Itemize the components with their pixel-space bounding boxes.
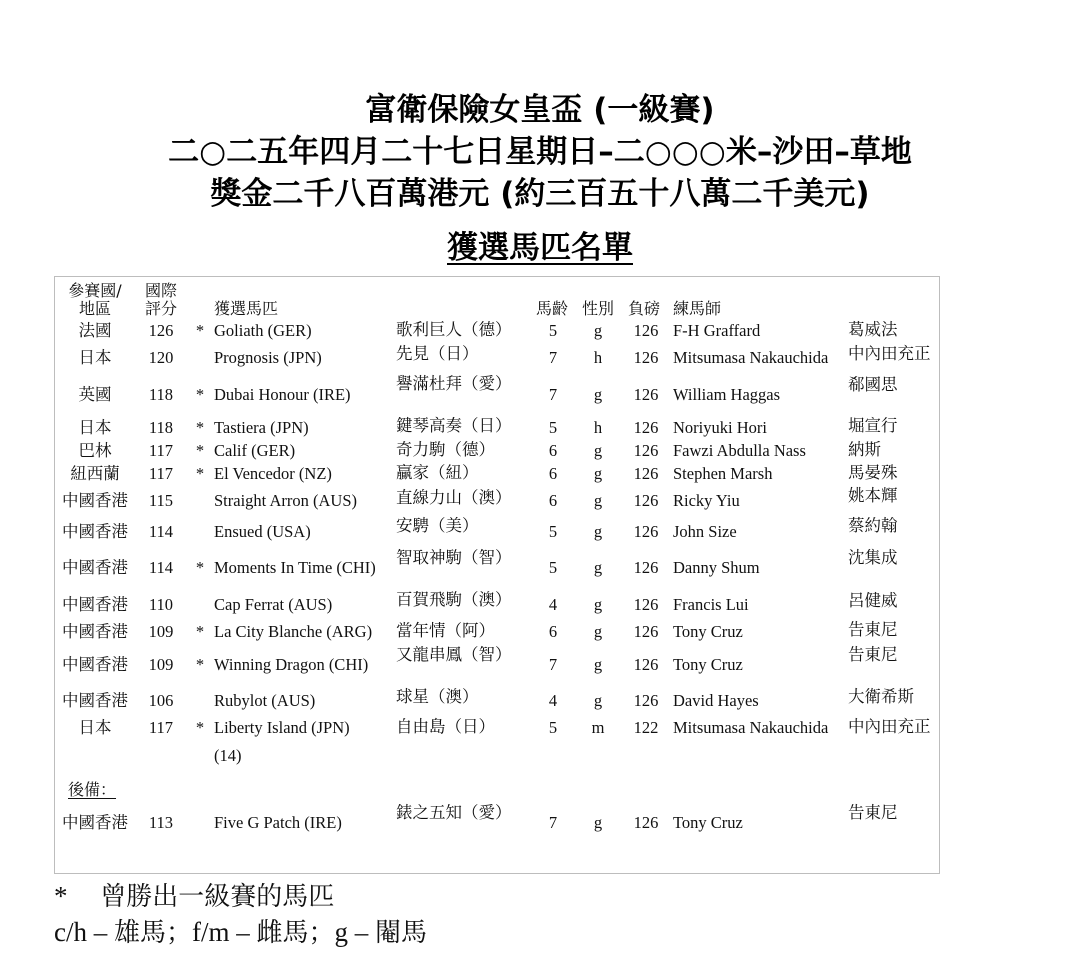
age: 5 [548, 321, 558, 340]
weight: 122 [633, 718, 659, 737]
horse-name: El Vencedor (NZ) [214, 464, 332, 483]
header-rating-line1: 國際 [144, 281, 177, 300]
trainer-chinese-name: 告東尼 [848, 620, 898, 639]
weight: 126 [633, 464, 659, 483]
list-title: 獲選馬匹名單 [447, 230, 633, 266]
horse-chinese-name: 球星（澳） [396, 687, 479, 706]
header-country-line2: 地區 [78, 299, 111, 318]
country: 日本 [78, 418, 112, 437]
trainer: Fawzi Abdulla Nass [673, 441, 806, 460]
footnote-group-one-winner [54, 876, 334, 913]
trainer: Stephen Marsh [673, 464, 773, 483]
horse-name: Dubai Honour (IRE) [214, 385, 351, 404]
trainer-chinese-name: 蔡約翰 [848, 516, 898, 535]
sex: g [593, 464, 603, 483]
horse-name: Moments In Time (CHI) [214, 558, 376, 577]
reserve-label: 後備： [68, 780, 117, 799]
horse-name: Cap Ferrat (AUS) [214, 595, 333, 614]
country: 中國香港 [62, 813, 128, 832]
country: 日本 [78, 348, 112, 367]
weight: 126 [633, 813, 659, 832]
horse-chinese-name: 贏家（紐） [396, 463, 479, 482]
horse-chinese-name: 自由島（日） [396, 717, 495, 736]
sex: g [593, 522, 603, 541]
header-country-line1: 參賽國/ [68, 281, 122, 300]
star-marker: * [195, 464, 205, 483]
country: 英國 [78, 385, 112, 404]
country: 中國香港 [62, 655, 128, 674]
sex: g [593, 558, 603, 577]
header-rating-line2: 評分 [144, 299, 177, 318]
horse-chinese-name: 鍵琴高奏（日） [396, 416, 512, 435]
trainer-chinese-name: 中內田充正 [848, 344, 931, 363]
age: 7 [548, 348, 558, 367]
horse-chinese-name: 智取神駒（智） [396, 548, 512, 567]
country: 中國香港 [62, 491, 128, 510]
field-size-note: (14) [214, 746, 242, 765]
header-sex: 性別 [582, 299, 615, 318]
trainer: Danny Shum [673, 558, 760, 577]
rating: 115 [148, 491, 174, 510]
trainer-chinese-name: 堀宣行 [848, 416, 898, 435]
sex-key-gelding-label: 閹馬 [375, 918, 428, 948]
rating: 118 [148, 418, 174, 437]
sex: g [593, 622, 603, 641]
horse-name: Rubylot (AUS) [214, 691, 316, 710]
age: 6 [548, 464, 558, 483]
race-title: 富衛保險女皇盃 (一級賽) [365, 92, 715, 128]
country: 中國香港 [62, 595, 128, 614]
rating: 117 [148, 718, 174, 737]
horse-chinese-name: 錶之五知（愛） [396, 803, 512, 822]
age: 5 [548, 558, 558, 577]
trainer-chinese-name: 馬晏殊 [848, 463, 898, 482]
header-horse: 獲選馬匹 [214, 299, 279, 318]
country: 日本 [78, 718, 112, 737]
rating: 114 [148, 558, 174, 577]
star-marker: * [195, 418, 205, 437]
trainer-chinese-name: 姚本輝 [848, 486, 898, 505]
age: 4 [548, 691, 558, 710]
sex-key-colt-label: 雄馬； [114, 918, 193, 948]
star-marker: * [195, 441, 205, 460]
star-marker: * [195, 622, 205, 641]
weight: 126 [633, 595, 659, 614]
trainer-chinese-name: 葛威法 [848, 320, 898, 339]
sex: g [593, 595, 603, 614]
horse-chinese-name: 先見（日） [396, 344, 479, 363]
trainer: F-H Graffard [673, 321, 761, 340]
trainer: Francis Lui [673, 595, 749, 614]
age: 6 [548, 622, 558, 641]
rating: 117 [148, 441, 174, 460]
trainer: Tony Cruz [673, 655, 743, 674]
horse-chinese-name: 歌利巨人（德） [396, 320, 512, 339]
weight: 126 [633, 622, 659, 641]
trainer-chinese-name: 納斯 [848, 440, 881, 459]
country: 法國 [78, 321, 112, 340]
footnote-star-text: 曾勝出一級賽的馬匹 [100, 882, 335, 912]
horse-name: Liberty Island (JPN) [214, 718, 350, 737]
rating: 110 [148, 595, 174, 614]
rating: 106 [148, 691, 174, 710]
weight: 126 [633, 655, 659, 674]
age: 5 [548, 418, 558, 437]
star-marker: * [195, 718, 205, 737]
age: 7 [548, 655, 558, 674]
age: 4 [548, 595, 558, 614]
weight: 126 [633, 418, 659, 437]
footnote-sex-key [54, 912, 427, 949]
age: 6 [548, 441, 558, 460]
age: 7 [548, 813, 558, 832]
trainer: John Size [673, 522, 737, 541]
trainer: Noriyuki Hori [673, 418, 767, 437]
weight: 126 [633, 558, 659, 577]
rating: 126 [148, 321, 174, 340]
weight: 126 [633, 321, 659, 340]
sex: h [593, 418, 603, 437]
trainer-chinese-name: 中內田充正 [848, 717, 931, 736]
header-weight: 負磅 [628, 299, 661, 318]
trainer-chinese-name: 告東尼 [848, 803, 898, 822]
horse-name: Goliath (GER) [214, 321, 312, 340]
rating: 113 [148, 813, 174, 832]
sex-key-gelding: g – [334, 917, 376, 947]
country: 中國香港 [62, 691, 128, 710]
prize-money-line: 獎金二千八百萬港元 (約三百五十八萬二千美元) [210, 176, 870, 212]
sex: g [593, 691, 603, 710]
horse-name: Tastiera (JPN) [214, 418, 309, 437]
trainer: Mitsumasa Nakauchida [673, 718, 829, 737]
horse-name: Calif (GER) [214, 441, 296, 460]
horse-chinese-name: 安騁（美） [396, 516, 479, 535]
sex: g [593, 813, 603, 832]
trainer-chinese-name: 告東尼 [848, 645, 898, 664]
sex: g [593, 441, 603, 460]
rating: 114 [148, 522, 174, 541]
star-marker: * [195, 321, 205, 340]
sex-key-filly-label: 雌馬； [256, 918, 335, 948]
age: 5 [548, 522, 558, 541]
horse-name: Straight Arron (AUS) [214, 491, 357, 510]
weight: 126 [633, 348, 659, 367]
trainer: Ricky Yiu [673, 491, 740, 510]
trainer: Mitsumasa Nakauchida [673, 348, 829, 367]
horse-chinese-name: 又龍串鳳（智） [396, 645, 512, 664]
country: 中國香港 [62, 558, 128, 577]
rating: 118 [148, 385, 174, 404]
country: 紐西蘭 [70, 464, 120, 483]
star-marker: * [195, 655, 205, 674]
trainer-chinese-name: 郗國思 [848, 375, 898, 394]
horse-name: Five G Patch (IRE) [214, 813, 342, 832]
weight: 126 [633, 441, 659, 460]
horse-chinese-name: 譽滿杜拜（愛） [396, 374, 512, 393]
trainer-chinese-name: 呂健威 [848, 591, 898, 610]
trainer: William Haggas [673, 385, 781, 404]
rating: 120 [148, 348, 174, 367]
horse-chinese-name: 奇力駒（德） [396, 440, 495, 459]
footnote-star: * [54, 881, 68, 911]
country: 中國香港 [62, 622, 128, 641]
star-marker: * [195, 385, 205, 404]
rating: 109 [148, 622, 174, 641]
rating: 109 [148, 655, 174, 674]
horse-chinese-name: 直線力山（澳） [396, 488, 512, 507]
weight: 126 [633, 385, 659, 404]
trainer-chinese-name: 大衛希斯 [848, 687, 914, 706]
weight: 126 [633, 522, 659, 541]
rating: 117 [148, 464, 174, 483]
country: 巴林 [78, 441, 112, 460]
horse-name: Ensued (USA) [214, 522, 311, 541]
weight: 126 [633, 491, 659, 510]
race-date-line: 二○二五年四月二十七日星期日–二○○○米–沙田–草地 [168, 134, 912, 170]
sex: g [593, 655, 603, 674]
age: 7 [548, 385, 558, 404]
trainer-chinese-name: 沈集成 [848, 548, 898, 567]
weight: 126 [633, 691, 659, 710]
sex: g [593, 385, 603, 404]
horse-name: La City Blanche (ARG) [214, 622, 373, 641]
country: 中國香港 [62, 522, 128, 541]
sex: m [591, 718, 605, 737]
star-marker: * [195, 558, 205, 577]
trainer: Tony Cruz [673, 813, 743, 832]
trainer: David Hayes [673, 691, 759, 710]
sex-key-filly: f/m – [192, 917, 257, 947]
age: 6 [548, 491, 558, 510]
age: 5 [548, 718, 558, 737]
sex: h [593, 348, 603, 367]
horse-name: Prognosis (JPN) [214, 348, 322, 367]
sex: g [593, 321, 603, 340]
horse-chinese-name: 當年情（阿） [396, 621, 495, 640]
header-age: 馬齡 [536, 299, 569, 318]
sex-key-colt: c/h – [54, 917, 114, 947]
header-trainer: 練馬師 [673, 299, 722, 318]
horse-chinese-name: 百賀飛駒（澳） [396, 590, 512, 609]
sex: g [593, 491, 603, 510]
trainer: Tony Cruz [673, 622, 743, 641]
horse-name: Winning Dragon (CHI) [214, 655, 369, 674]
